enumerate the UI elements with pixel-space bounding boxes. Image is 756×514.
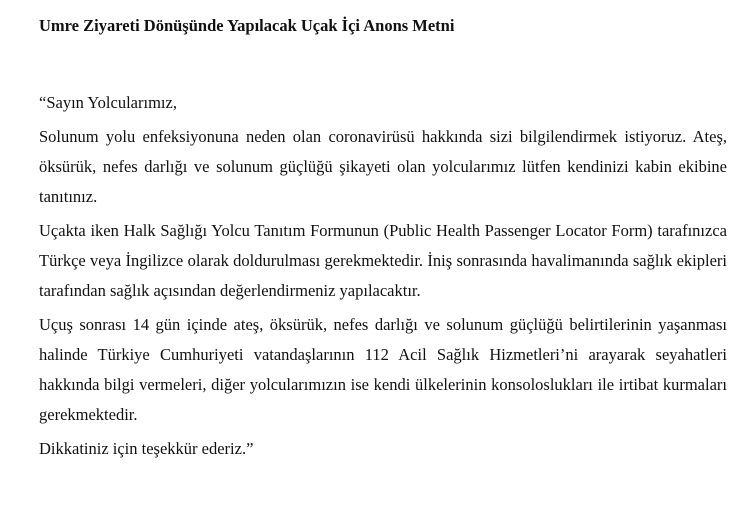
paragraph-intro: Solunum yolu enfeksiyonuna neden olan coronavirüsü hakkında sizi bilgilendirmek istiyoruz. Ateş, öksürük, nefes darlığı ve solunum güçlüğü şikayeti olan yolcularımız lütfen kendinizi kabin ekibine tanıtınız.: [39, 127, 727, 206]
document-title: Umre Ziyareti Dönüşünde Yapılacak Uçak İçi Anons Metni: [39, 16, 455, 35]
paragraph-symptoms: Uçuş sonrası 14 gün içinde ateş, öksürük, nefes darlığı ve solunum güçlüğü belirtilerinin yaşanması halinde Türkiye Cumhuriyeti vatandaşlarının 112 Acil Sağlık Hizmetleri’ni arayarak seyahatleri hakkında bilgi vermeleri, diğer yolcularımızın ise kendi ülkelerinin konsoloslukları ile irtibat kurmaları gerekmektedir.: [39, 315, 727, 424]
closing-line: Dikkatiniz için teşekkür ederiz.”: [39, 439, 254, 458]
announcement-body: [39, 88, 727, 464]
salutation: “Sayın Yolcularımız,: [39, 93, 177, 112]
paragraph-form: Uçakta iken Halk Sağlığı Yolcu Tanıtım Formunun (Public Health Passenger Locator Form) tarafınızca Türkçe veya İngilizce olarak doldurulması gerekmektedir. İniş sonrasında havalimanında sağlık ekipleri tarafından sağlık açısından değerlendirmeniz yapılacaktır.: [39, 221, 727, 300]
